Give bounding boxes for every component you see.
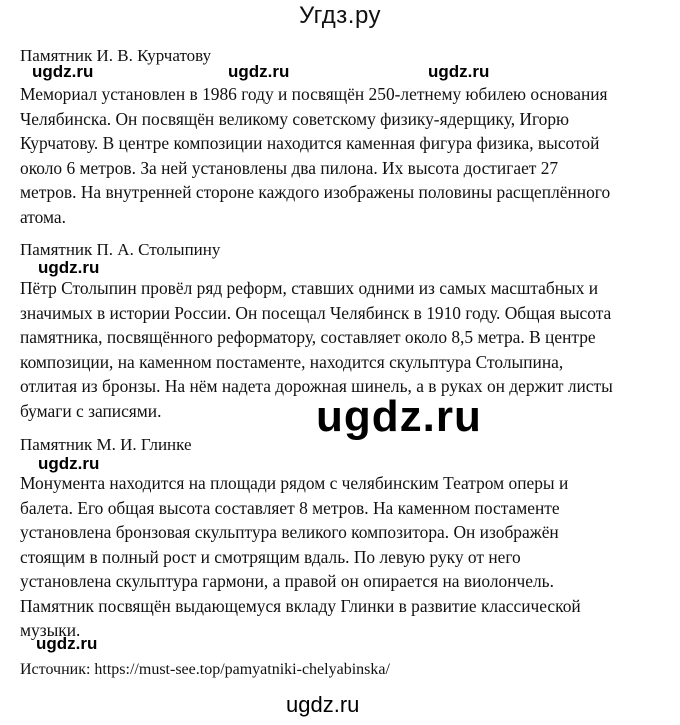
watermark: ugdz.ru — [428, 62, 490, 81]
text-line: Памятник посвящён выдающемуся вкладу Глинки в развитие классической — [20, 595, 581, 616]
section-text-glinka — [20, 471, 670, 643]
text-line: метров. На внутренней стороне каждого изображены половины расщеплённого — [20, 182, 611, 202]
watermark: ugdz.ru — [38, 258, 100, 277]
text-line: атома. — [20, 206, 66, 227]
text-line: памятника, посвящённого реформатору, составляет около 8,5 метра. В центре — [20, 327, 596, 347]
watermark: ugdz.ru — [32, 62, 94, 81]
section-heading-glinka: Памятник М. И. Глинке — [20, 435, 192, 454]
site-title: Угдз.ру — [298, 2, 382, 29]
text-line: установлена бронзовая скульптура великого композитора. Он изображён — [20, 522, 559, 542]
watermark: ugdz.ru — [316, 392, 482, 441]
text-line: значимых в истории России. Он посещал Челябинск в 1910 году. Общая высота — [20, 302, 612, 323]
text-line: Пётр Столыпин провёл ряд реформ, ставших одними из самых масштабных и — [20, 278, 599, 298]
section-heading-kurchatov: Памятник И. В. Курчатову — [20, 46, 212, 65]
text-line: музыки. — [20, 620, 81, 640]
text-line: Курчатову. В центре композиции находится каменная фигура физика, высотой — [20, 133, 600, 153]
text-line: Мемориал установлен в 1986 году и посвящён 250-летнему юбилею основания — [20, 84, 608, 104]
text-line: установлена скульптура гармони, а правой он опирается на виолончель. — [20, 571, 554, 591]
section-heading-stolypin: Памятник П. А. Столыпину — [20, 240, 221, 259]
watermark: ugdz.ru — [286, 692, 360, 717]
watermark: ugdz.ru — [38, 454, 100, 473]
source-link[interactable]: Источник: https://must-see.top/pamyatniki-chelyabinska/ — [20, 661, 390, 678]
text-line: Челябинска. Он посвящён великому советскому физику-ядерщику, Игорю — [20, 108, 570, 129]
watermark: ugdz.ru — [228, 62, 290, 81]
text-line: бумаги с записями. — [20, 400, 162, 421]
text-line: Монумента находится на площади рядом с челябинским Театром оперы и — [20, 473, 569, 493]
text-line: балета. Его общая высота составляет 8 метров. На каменном постаменте — [20, 497, 560, 518]
section-text-kurchatov — [20, 82, 670, 229]
watermark: ugdz.ru — [36, 634, 98, 653]
text-line: стоящим в полный рост и смотрящим вдаль. По левую руку от него — [20, 546, 521, 567]
text-line: около 6 метров. За ней установлены два пилона. Их высота достигает 27 — [20, 157, 559, 178]
text-line: композиции, на каменном постаменте, находится скульптура Столыпина, — [20, 351, 564, 372]
text-line: отлитая из бронзы. На нём надета дорожная шинель, а в руках он держит листы — [20, 376, 613, 396]
